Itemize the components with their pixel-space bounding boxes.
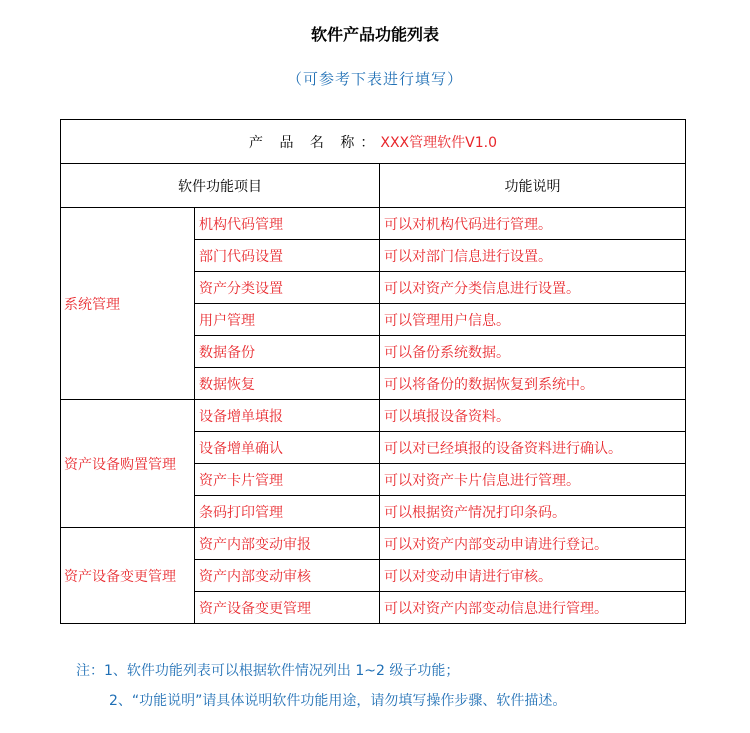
product-name-value: XXX管理软件V1.0 <box>380 134 497 151</box>
table-header-row <box>61 164 686 208</box>
function-desc-cell: 可以对资产内部变动申请进行登记。 <box>380 528 686 560</box>
function-table <box>60 119 686 624</box>
group-name-cell: 资产设备购置管理 <box>61 400 195 528</box>
function-item-cell: 机构代码管理 <box>195 208 380 240</box>
table-row <box>61 528 686 560</box>
function-desc-cell: 可以对资产卡片信息进行管理。 <box>380 464 686 496</box>
function-item-cell: 资产设备变更管理 <box>195 592 380 624</box>
page-title: 软件产品功能列表 <box>310 25 439 44</box>
header-function-desc: 功能说明 <box>380 164 686 208</box>
function-item-cell: 数据恢复 <box>195 368 380 400</box>
function-desc-cell: 可以对资产分类信息进行设置。 <box>380 272 686 304</box>
page-subtitle: （可参考下表进行填写） <box>286 70 463 88</box>
note-line-1: 注：1、软件功能列表可以根据软件情况列出 1~2 级子功能； <box>76 663 460 679</box>
header-function-item: 软件功能项目 <box>61 164 380 208</box>
note-line-2: 2、“功能说明”请具体说明软件功能用途，请勿填写操作步骤、软件描述。 <box>109 693 567 709</box>
function-item-cell: 数据备份 <box>195 336 380 368</box>
function-item-cell: 设备增单确认 <box>195 432 380 464</box>
function-desc-cell: 可以填报设备资料。 <box>380 400 686 432</box>
product-name-label: 产 品 名 称： <box>249 134 381 151</box>
function-item-cell: 部门代码设置 <box>195 240 380 272</box>
function-desc-cell: 可以对资产内部变动信息进行管理。 <box>380 592 686 624</box>
product-name-row <box>61 120 686 164</box>
group-name-cell: 资产设备变更管理 <box>61 528 195 624</box>
function-desc-cell: 可以对变动申请进行审核。 <box>380 560 686 592</box>
function-desc-cell: 可以将备份的数据恢复到系统中。 <box>380 368 686 400</box>
function-item-cell: 设备增单填报 <box>195 400 380 432</box>
function-desc-cell: 可以对已经填报的设备资料进行确认。 <box>380 432 686 464</box>
function-desc-cell: 可以根据资产情况打印条码。 <box>380 496 686 528</box>
table-row <box>61 400 686 432</box>
function-item-cell: 资产卡片管理 <box>195 464 380 496</box>
function-desc-cell: 可以对机构代码进行管理。 <box>380 208 686 240</box>
group-name-cell: 系统管理 <box>61 208 195 400</box>
function-item-cell: 资产分类设置 <box>195 272 380 304</box>
product-name-cell <box>61 120 686 164</box>
function-desc-cell: 可以备份系统数据。 <box>380 336 686 368</box>
function-desc-cell: 可以对部门信息进行设置。 <box>380 240 686 272</box>
function-item-cell: 资产内部变动审核 <box>195 560 380 592</box>
function-item-cell: 条码打印管理 <box>195 496 380 528</box>
function-desc-cell: 可以管理用户信息。 <box>380 304 686 336</box>
function-item-cell: 资产内部变动审报 <box>195 528 380 560</box>
table-row <box>61 208 686 240</box>
function-item-cell: 用户管理 <box>195 304 380 336</box>
function-table-body <box>61 120 686 624</box>
